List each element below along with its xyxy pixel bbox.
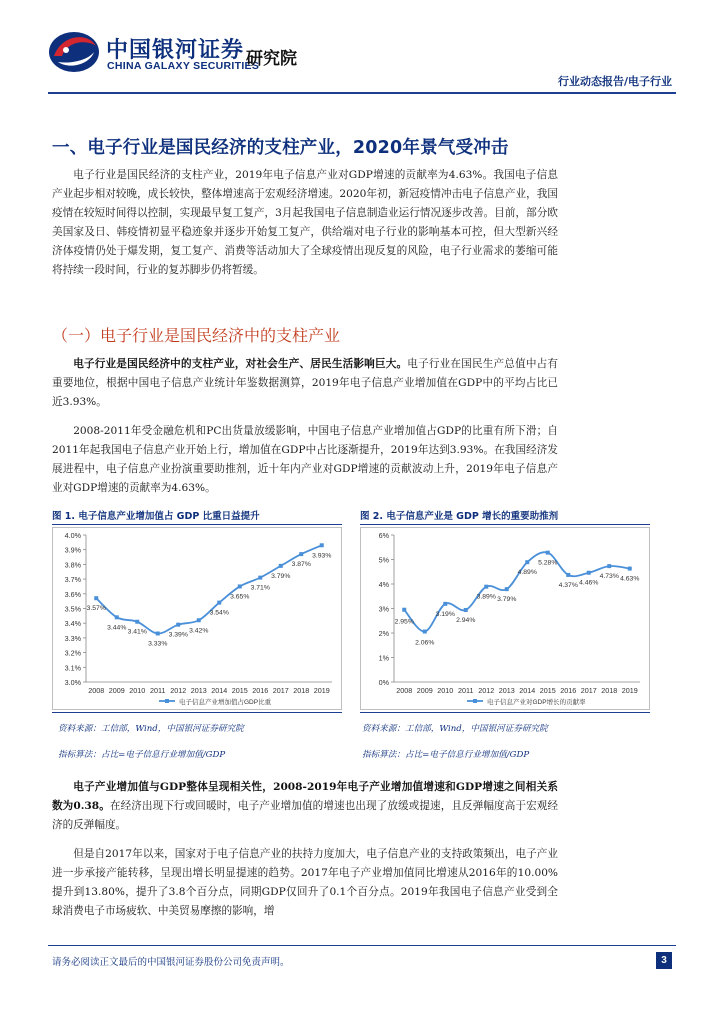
x-tick-label: 2015 — [539, 686, 556, 695]
x-tick-label: 2015 — [231, 686, 248, 695]
data-label: 3.41% — [127, 628, 147, 636]
y-tick-label: 2% — [378, 629, 389, 638]
data-point — [607, 564, 611, 568]
data-point — [320, 543, 324, 547]
x-tick-label: 2012 — [170, 686, 187, 695]
data-point — [197, 618, 201, 622]
x-tick-label: 2016 — [252, 686, 269, 695]
policy-paragraph: 但是自2017年以来，国家对于电子信息产业的扶持力度加大，电子信息产业的支持政策频出，电子产业进一步承接产能转移，呈现出增长明显提速的趋势。2017年电子产业增加值同比增速从2016年的10.00%提升到13.80%，提升了3.8个百分点，同期GDP仅回升了0.1个百分点。2019年我国电子信息产业受到全球消费电子市场疲软、中美贸易摩擦的影响，增 — [52, 848, 558, 918]
x-tick-label: 2009 — [416, 686, 433, 695]
y-tick-label: 6% — [378, 531, 389, 540]
data-point — [402, 608, 406, 612]
y-tick-label: 3.7% — [64, 575, 81, 585]
y-tick-label: 4% — [378, 580, 389, 589]
data-label: 3.65% — [230, 593, 250, 601]
x-tick-label: 2016 — [560, 686, 577, 695]
data-point — [484, 585, 488, 589]
data-label: 3.33% — [148, 640, 168, 648]
data-label: 3.42% — [189, 627, 209, 635]
section-title: 一、电子行业是国民经济的支柱产业，2020年景气受冲击 — [52, 138, 509, 158]
y-tick-label: 3.8% — [64, 560, 81, 570]
x-tick-label: 2019 — [313, 686, 330, 695]
x-tick-label: 2009 — [108, 686, 125, 695]
legend-marker — [473, 699, 477, 703]
figure1-title: 图 1. 电子信息产业增加值占 GDP 比重日益提升 — [52, 511, 260, 522]
x-tick-label: 2012 — [478, 686, 495, 695]
correlation-paragraph — [52, 778, 558, 835]
data-point — [279, 564, 283, 568]
figure2-source: 资料来源：工信部，Wind，中国银河证券研究院 — [362, 724, 548, 734]
x-tick-label: 2017 — [272, 686, 289, 695]
data-point — [115, 615, 119, 619]
page-header — [0, 0, 724, 95]
legend-marker — [165, 699, 169, 703]
x-tick-label: 2010 — [129, 686, 146, 695]
figure2-note: 指标算法：占比=电子信息行业增加值/GDP — [362, 750, 530, 760]
page-number: 3 — [656, 952, 672, 969]
subsection-paragraph-1 — [52, 355, 558, 412]
data-label: 4.89% — [517, 569, 537, 577]
data-label: 2.95% — [394, 618, 414, 626]
footer-disclaimer: 请务必阅读正文最后的中国银河证券股份公司免责声明。 — [52, 957, 290, 968]
data-point — [443, 602, 447, 606]
x-tick-label: 2018 — [293, 686, 310, 695]
data-point — [94, 596, 98, 600]
y-tick-label: 3.1% — [64, 663, 81, 673]
data-point — [156, 631, 160, 635]
y-tick-label: 5% — [378, 555, 389, 565]
y-tick-label: 3.3% — [64, 633, 81, 643]
y-tick-label: 3% — [378, 604, 389, 614]
data-label: 3.79% — [271, 572, 291, 580]
data-label: 3.57% — [86, 605, 106, 613]
figure1-line-chart — [52, 527, 342, 710]
data-point — [238, 584, 242, 588]
x-tick-label: 2018 — [601, 686, 618, 695]
figure1-source: 资料来源：工信部，Wind，中国银河证券研究院 — [58, 724, 244, 734]
x-tick-label: 2017 — [580, 686, 597, 695]
figure1-title-rule — [52, 524, 342, 525]
data-label: 3.79% — [497, 596, 517, 604]
data-label: 4.63% — [620, 575, 640, 583]
y-tick-label: 3.2% — [64, 648, 81, 658]
y-tick-label: 4.0% — [64, 531, 81, 540]
x-tick-label: 2013 — [190, 686, 207, 695]
x-tick-label: 2014 — [519, 686, 536, 695]
data-label: 2.06% — [415, 639, 435, 647]
x-tick-label: 2019 — [621, 686, 638, 695]
data-point — [525, 560, 529, 564]
x-tick-label: 2008 — [88, 686, 105, 695]
y-tick-label: 3.0% — [64, 678, 81, 687]
paragraph-body: 电子行业在国民生产总值中占有重要地位，根据中国电子信息产业统计年鉴数据测算，2019年电子信息产业增加值在GDP中的平均占比已近3.93%。 — [52, 358, 558, 409]
x-tick-label: 2008 — [396, 686, 413, 695]
data-point — [587, 571, 591, 575]
data-point — [464, 608, 468, 612]
x-tick-label: 2010 — [437, 686, 454, 695]
figure2-line-chart — [360, 527, 650, 710]
x-tick-label: 2013 — [498, 686, 515, 695]
data-label: 3.44% — [107, 624, 127, 632]
figure2-title-rule — [360, 524, 650, 525]
data-point — [566, 573, 570, 577]
y-tick-label: 3.4% — [64, 619, 81, 629]
x-tick-label: 2011 — [150, 686, 166, 695]
figure1-bottom-rule — [52, 712, 342, 713]
galaxy-logo-icon — [48, 26, 100, 78]
series-line — [96, 545, 322, 633]
y-tick-label: 1% — [378, 653, 389, 663]
data-label: 3.19% — [435, 610, 455, 618]
figure1-note: 指标算法：占比=电子信息行业增加值/GDP — [58, 750, 226, 760]
data-point — [176, 623, 180, 627]
data-label: 4.46% — [579, 579, 599, 587]
y-tick-label: 3.6% — [64, 589, 81, 599]
data-label: 4.73% — [599, 573, 619, 581]
legend-label: 电子信息产业对GDP增长的贡献率 — [487, 699, 586, 706]
data-label: 3.54% — [209, 609, 229, 617]
data-point — [258, 576, 262, 580]
section-intro-paragraph: 电子行业是国民经济的支柱产业，2019年电子信息产业对GDP增速的贡献率为4.63%。我国电子信息产业起步相对较晚，成长较快，整体增速高于宏观经济增速。2020年初，新冠疫情冲击电子信息产业，我国疫情在较短时间得以控制，实现最早复工复产，3月起我国电子信息制造业运行情况逐步改善。目前，部分欧美国家及日、韩疫情初显平稳迹象并逐步开始复工复产，供给端对电子行业的影响基本可控，但大型新兴经济体疫情仍处于爆发期，复工复产、消费等活动加大了全球疫情出现反复的风险，电子行业需求的萎缩可能将持续一段时间，行业的复苏脚步仍将暂缓。 — [52, 169, 558, 277]
data-point — [546, 551, 550, 555]
figure2-bottom-rule — [360, 712, 650, 713]
data-point — [505, 587, 509, 591]
y-tick-label: 3.5% — [64, 604, 81, 614]
report-category: 行业动态报告/电子行业 — [557, 75, 672, 88]
data-label: 3.71% — [250, 584, 270, 592]
figure2-title: 图 2. 电子信息产业是 GDP 增长的重要助推剂 — [360, 511, 559, 522]
series-line — [404, 552, 630, 631]
brand-name-en: CHINA GALAXY SECURITIES — [107, 60, 260, 72]
data-point — [628, 567, 632, 571]
header-divider — [48, 92, 676, 94]
data-label: 5.28% — [538, 559, 558, 567]
data-label: 4.37% — [558, 581, 578, 589]
brand-name-cn: 中国银河证券 — [106, 38, 245, 63]
y-tick-label: 0% — [378, 678, 389, 687]
x-tick-label: 2014 — [211, 686, 228, 695]
x-tick-label: 2011 — [458, 686, 474, 695]
data-point — [135, 620, 139, 624]
footer-divider — [48, 945, 676, 946]
correlation-body: 在经济出现下行或回暖时，电子产业增加值的增速也出现了放缓或提速，且反弹幅度高于宏观经济的反弹幅度。 — [52, 800, 559, 832]
data-point — [217, 601, 221, 605]
data-label: 3.87% — [291, 561, 311, 569]
y-tick-label: 3.9% — [64, 545, 81, 555]
subsection-title: （一）电子行业是国民经济中的支柱产业 — [52, 326, 341, 345]
institute-label: 研究院 — [246, 49, 297, 69]
data-label: 3.89% — [476, 593, 496, 601]
data-label: 2.94% — [456, 616, 476, 624]
data-label: 3.39% — [168, 631, 188, 639]
paragraph-lead-bold: 电子行业是国民经济中的支柱产业，对社会生产、居民生活影响巨大。 — [73, 358, 408, 370]
data-label: 3.93% — [312, 552, 332, 560]
data-point — [423, 630, 427, 634]
legend-label: 电子信息产业增加值占GDP比重 — [179, 699, 272, 706]
subsection-paragraph-2: 2008-2011年受金融危机和PC出货量放缓影响，中国电子信息产业增加值占GDP的比重有所下滑；自2011年起我国电子信息产业开始上行，增加值在GDP中占比逐渐提升，2019年达到3.93%。在我国经济发展进程中，电子信息产业扮演重要助推剂，近十年内产业对GDP增速的贡献波动上升，2019年电子信息产业对GDP增速的贡献率为4.63%。 — [52, 425, 558, 495]
data-point — [299, 552, 303, 556]
correlation-lead-bold: 电子产业增加值与GDP整体呈现相关性，2008-2019年电子产业增加值增速和GDP增速之间相关系数为0.38。 — [52, 781, 558, 813]
